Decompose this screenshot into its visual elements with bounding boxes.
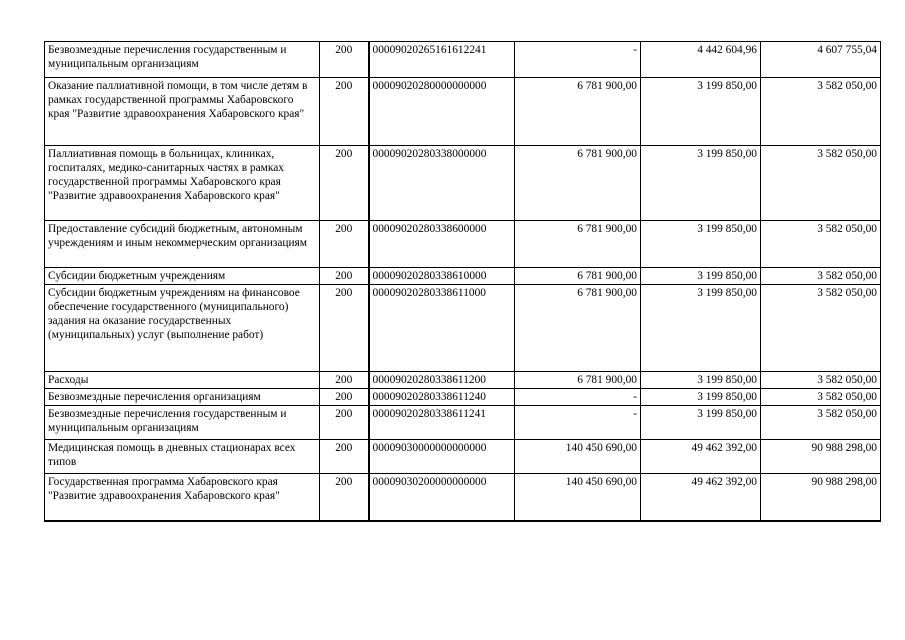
row-kcsr: 00009020280338611000 — [369, 285, 515, 372]
table-row — [45, 78, 881, 146]
row-kcsr: 00009030000000000000 — [369, 440, 515, 474]
table-row — [45, 389, 881, 406]
row-value-2: 3 199 850,00 — [641, 268, 761, 285]
row-name: Субсидии бюджетным учреждениям — [45, 268, 320, 285]
row-value-1: 6 781 900,00 — [515, 221, 641, 268]
row-code: 200 — [320, 221, 369, 268]
row-kcsr: 00009030200000000000 — [369, 474, 515, 521]
table-row — [45, 285, 881, 372]
row-value-3: 3 582 050,00 — [761, 78, 881, 146]
row-kcsr: 00009020280338600000 — [369, 221, 515, 268]
row-value-3: 3 582 050,00 — [761, 285, 881, 372]
table-row — [45, 268, 881, 285]
table-row — [45, 221, 881, 268]
row-value-3: 3 582 050,00 — [761, 268, 881, 285]
row-name: Субсидии бюджетным учреждениям на финансовое обеспечение государственного (муниципального) задания на оказание государственных (муниципальных) услуг (выполнение работ) — [45, 285, 320, 372]
row-value-1: - — [515, 42, 641, 78]
table-row — [45, 372, 881, 389]
row-name: Паллиативная помощь в больницах, клиниках, госпиталях, медико-санитарных частях в рамках государственной программы Хабаровского края "Развитие здравоохранения Хабаровского края" — [45, 146, 320, 221]
row-value-1: - — [515, 406, 641, 440]
budget-table — [44, 41, 881, 522]
row-value-2: 3 199 850,00 — [641, 406, 761, 440]
row-name: Медицинская помощь в дневных стационарах всех типов — [45, 440, 320, 474]
row-code: 200 — [320, 406, 369, 440]
row-value-2: 3 199 850,00 — [641, 78, 761, 146]
table-row — [45, 42, 881, 78]
row-value-2: 3 199 850,00 — [641, 389, 761, 406]
row-kcsr: 00009020265161612241 — [369, 42, 515, 78]
row-value-2: 3 199 850,00 — [641, 146, 761, 221]
row-code: 200 — [320, 440, 369, 474]
row-code: 200 — [320, 372, 369, 389]
row-value-3: 3 582 050,00 — [761, 389, 881, 406]
row-value-3: 3 582 050,00 — [761, 406, 881, 440]
row-value-1: 6 781 900,00 — [515, 268, 641, 285]
row-value-1: 6 781 900,00 — [515, 78, 641, 146]
row-kcsr: 00009020280338000000 — [369, 146, 515, 221]
row-value-3: 3 582 050,00 — [761, 221, 881, 268]
row-value-2: 3 199 850,00 — [641, 221, 761, 268]
row-code: 200 — [320, 78, 369, 146]
row-name: Оказание паллиативной помощи, в том числе детям в рамках государственной программы Хабаровского края "Развитие здравоохранения Хабаровского края" — [45, 78, 320, 146]
row-value-1: 6 781 900,00 — [515, 285, 641, 372]
row-value-2: 49 462 392,00 — [641, 440, 761, 474]
row-code: 200 — [320, 474, 369, 521]
row-code: 200 — [320, 42, 369, 78]
row-value-2: 3 199 850,00 — [641, 285, 761, 372]
row-name: Безвозмездные перечисления организациям — [45, 389, 320, 406]
row-value-3: 4 607 755,04 — [761, 42, 881, 78]
row-name: Расходы — [45, 372, 320, 389]
table-row — [45, 406, 881, 440]
row-value-1: 140 450 690,00 — [515, 440, 641, 474]
row-kcsr: 00009020280338611240 — [369, 389, 515, 406]
row-value-2: 49 462 392,00 — [641, 474, 761, 521]
row-name: Государственная программа Хабаровского края "Развитие здравоохранения Хабаровского края" — [45, 474, 320, 521]
row-kcsr: 00009020280000000000 — [369, 78, 515, 146]
row-code: 200 — [320, 389, 369, 406]
row-code: 200 — [320, 285, 369, 372]
row-value-1: 6 781 900,00 — [515, 372, 641, 389]
row-value-1: 140 450 690,00 — [515, 474, 641, 521]
row-value-3: 3 582 050,00 — [761, 372, 881, 389]
row-kcsr: 00009020280338611200 — [369, 372, 515, 389]
row-value-3: 90 988 298,00 — [761, 474, 881, 521]
table-row — [45, 440, 881, 474]
row-name: Предоставление субсидий бюджетным, автономным учреждениям и иным некоммерческим организациям — [45, 221, 320, 268]
row-name: Безвозмездные перечисления государственным и муниципальным организациям — [45, 42, 320, 78]
row-value-2: 4 442 604,96 — [641, 42, 761, 78]
row-value-2: 3 199 850,00 — [641, 372, 761, 389]
row-value-3: 3 582 050,00 — [761, 146, 881, 221]
table-row — [45, 146, 881, 221]
row-value-1: 6 781 900,00 — [515, 146, 641, 221]
row-value-1: - — [515, 389, 641, 406]
row-code: 200 — [320, 146, 369, 221]
row-code: 200 — [320, 268, 369, 285]
row-name: Безвозмездные перечисления государственным и муниципальным организациям — [45, 406, 320, 440]
table-row — [45, 474, 881, 521]
row-kcsr: 00009020280338611241 — [369, 406, 515, 440]
row-value-3: 90 988 298,00 — [761, 440, 881, 474]
row-kcsr: 00009020280338610000 — [369, 268, 515, 285]
